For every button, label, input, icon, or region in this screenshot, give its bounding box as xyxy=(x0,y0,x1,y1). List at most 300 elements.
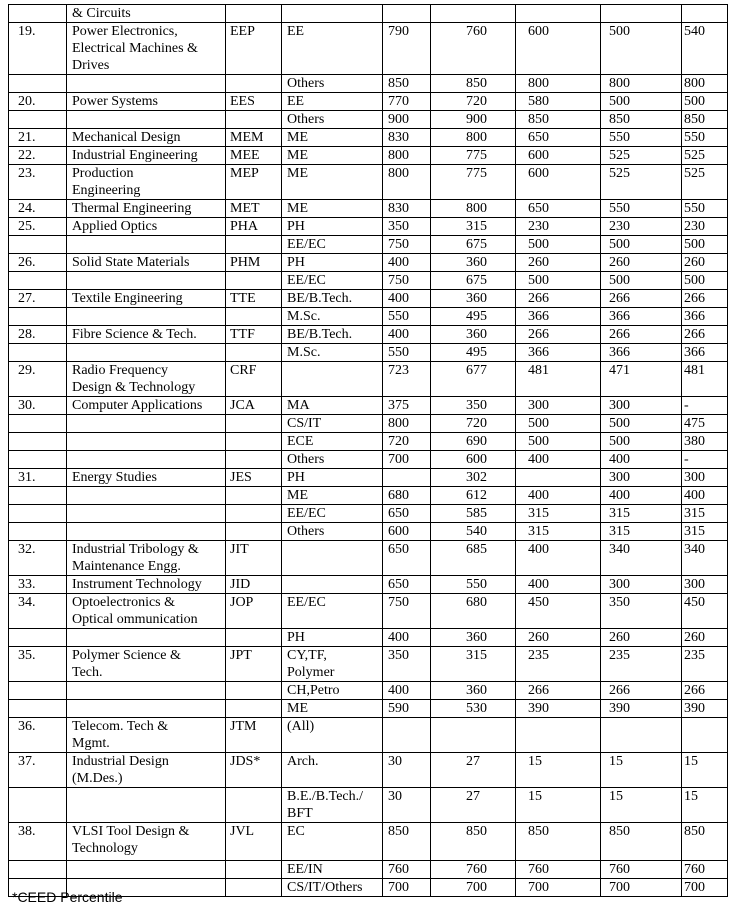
programme-code-cell: MEM xyxy=(226,129,282,147)
score-col-4-cell: 500 xyxy=(601,23,682,75)
table-row xyxy=(9,165,728,200)
programme-name-cell xyxy=(67,111,226,129)
programme-code-cell: JPT xyxy=(226,647,282,682)
programme-code-cell xyxy=(226,75,282,93)
programme-code-cell xyxy=(226,451,282,469)
score-col-1-cell: 30 xyxy=(383,788,431,823)
score-col-1-cell: 650 xyxy=(383,541,431,576)
score-col-3-cell xyxy=(516,718,601,753)
score-col-2-cell: 360 xyxy=(431,326,516,344)
programme-name-cell: Production Engineering xyxy=(67,165,226,200)
score-col-5-cell xyxy=(682,5,728,23)
table-row xyxy=(9,576,728,594)
row-number-cell: 31. xyxy=(9,469,67,487)
programme-name-cell xyxy=(67,75,226,93)
score-col-4-cell: 260 xyxy=(601,629,682,647)
score-col-4-cell: 300 xyxy=(601,576,682,594)
qualification-cell xyxy=(282,5,383,23)
score-col-2-cell: 360 xyxy=(431,254,516,272)
score-col-2-cell: 720 xyxy=(431,415,516,433)
programme-name-cell xyxy=(67,788,226,823)
score-col-4-cell: 315 xyxy=(601,505,682,523)
score-col-3-cell: 266 xyxy=(516,682,601,700)
score-col-4-cell: 760 xyxy=(601,861,682,879)
score-col-5-cell: 300 xyxy=(682,576,728,594)
programme-name-cell: Industrial Tribology & Maintenance Engg. xyxy=(67,541,226,576)
programme-code-cell: JTM xyxy=(226,718,282,753)
score-col-3-cell: 850 xyxy=(516,111,601,129)
table-body xyxy=(9,5,728,897)
score-col-5-cell: 525 xyxy=(682,147,728,165)
score-col-5-cell: - xyxy=(682,451,728,469)
table-row xyxy=(9,326,728,344)
qualification-cell: PH xyxy=(282,469,383,487)
score-col-5-cell: 475 xyxy=(682,415,728,433)
table-row xyxy=(9,433,728,451)
score-col-5-cell: 315 xyxy=(682,523,728,541)
programme-code-cell: JES xyxy=(226,469,282,487)
score-col-3-cell: 260 xyxy=(516,254,601,272)
score-col-4-cell: 390 xyxy=(601,700,682,718)
score-col-3-cell xyxy=(516,5,601,23)
qualification-cell: B.E./B.Tech./ BFT xyxy=(282,788,383,823)
score-col-1-cell: 400 xyxy=(383,682,431,700)
score-col-4-cell: 800 xyxy=(601,75,682,93)
programme-code-cell xyxy=(226,861,282,879)
score-col-5-cell: 500 xyxy=(682,236,728,254)
score-col-4-cell: 500 xyxy=(601,433,682,451)
programme-code-cell xyxy=(226,487,282,505)
table-row xyxy=(9,397,728,415)
score-col-4-cell: 266 xyxy=(601,682,682,700)
score-col-3-cell: 500 xyxy=(516,415,601,433)
score-col-1-cell: 350 xyxy=(383,218,431,236)
programme-code-cell: JVL xyxy=(226,823,282,861)
table-row xyxy=(9,647,728,682)
table-row xyxy=(9,5,728,23)
programme-code-cell: EES xyxy=(226,93,282,111)
score-col-1-cell xyxy=(383,718,431,753)
qualification-cell: Others xyxy=(282,523,383,541)
programme-code-cell xyxy=(226,879,282,897)
score-col-5-cell: 260 xyxy=(682,629,728,647)
qualification-cell: Others xyxy=(282,75,383,93)
score-col-5-cell: 850 xyxy=(682,823,728,861)
score-col-1-cell: 400 xyxy=(383,290,431,308)
row-number-cell xyxy=(9,433,67,451)
qualification-cell: ME xyxy=(282,487,383,505)
score-col-2-cell: 302 xyxy=(431,469,516,487)
score-col-4-cell: 700 xyxy=(601,879,682,897)
qualification-cell: Others xyxy=(282,111,383,129)
table-row xyxy=(9,753,728,788)
table-row xyxy=(9,272,728,290)
score-col-1-cell: 850 xyxy=(383,823,431,861)
score-col-1-cell: 800 xyxy=(383,415,431,433)
programme-name-cell xyxy=(67,433,226,451)
programme-name-cell xyxy=(67,505,226,523)
programme-code-cell: JIT xyxy=(226,541,282,576)
table-row xyxy=(9,147,728,165)
score-col-1-cell: 590 xyxy=(383,700,431,718)
score-col-3-cell: 315 xyxy=(516,505,601,523)
score-col-3-cell: 481 xyxy=(516,362,601,397)
score-col-4-cell: 471 xyxy=(601,362,682,397)
score-col-4-cell: 15 xyxy=(601,788,682,823)
score-col-1-cell: 750 xyxy=(383,594,431,629)
score-col-2-cell: 675 xyxy=(431,272,516,290)
qualification-cell: PH xyxy=(282,254,383,272)
qualification-cell: ME xyxy=(282,200,383,218)
score-col-5-cell: 525 xyxy=(682,165,728,200)
qualification-cell: ME xyxy=(282,700,383,718)
table-row xyxy=(9,23,728,75)
score-col-1-cell: 650 xyxy=(383,576,431,594)
qualification-cell: EE/EC xyxy=(282,236,383,254)
score-col-3-cell: 450 xyxy=(516,594,601,629)
programme-code-cell: PHM xyxy=(226,254,282,272)
programme-code-cell xyxy=(226,505,282,523)
score-col-5-cell: - xyxy=(682,397,728,415)
programme-code-cell: PHA xyxy=(226,218,282,236)
score-col-1-cell: 30 xyxy=(383,753,431,788)
score-col-3-cell: 600 xyxy=(516,23,601,75)
score-col-2-cell: 760 xyxy=(431,23,516,75)
qualification-cell: EC xyxy=(282,823,383,861)
programme-name-cell xyxy=(67,344,226,362)
table-row xyxy=(9,415,728,433)
programme-name-cell: Industrial Design (M.Des.) xyxy=(67,753,226,788)
score-col-1-cell: 700 xyxy=(383,879,431,897)
qualification-cell: ME xyxy=(282,165,383,200)
row-number-cell xyxy=(9,272,67,290)
programme-code-cell: MET xyxy=(226,200,282,218)
score-col-4-cell xyxy=(601,5,682,23)
score-col-2-cell: 850 xyxy=(431,75,516,93)
score-col-2-cell: 360 xyxy=(431,682,516,700)
programme-name-cell xyxy=(67,236,226,254)
score-col-5-cell: 340 xyxy=(682,541,728,576)
qualification-cell: EE xyxy=(282,23,383,75)
score-col-1-cell: 750 xyxy=(383,272,431,290)
programme-code-cell: MEE xyxy=(226,147,282,165)
score-col-4-cell xyxy=(601,718,682,753)
score-col-1-cell: 350 xyxy=(383,647,431,682)
score-col-2-cell: 540 xyxy=(431,523,516,541)
score-col-1-cell: 850 xyxy=(383,75,431,93)
score-col-5-cell: 500 xyxy=(682,93,728,111)
score-col-3-cell: 230 xyxy=(516,218,601,236)
score-col-5-cell: 700 xyxy=(682,879,728,897)
programme-name-cell: Power Systems xyxy=(67,93,226,111)
row-number-cell xyxy=(9,451,67,469)
row-number-cell: 30. xyxy=(9,397,67,415)
score-col-3-cell xyxy=(516,469,601,487)
programme-code-cell: TTF xyxy=(226,326,282,344)
score-col-4-cell: 366 xyxy=(601,308,682,326)
programme-name-cell: VLSI Tool Design & Technology xyxy=(67,823,226,861)
score-col-2-cell: 495 xyxy=(431,308,516,326)
programme-name-cell: Energy Studies xyxy=(67,469,226,487)
score-col-3-cell: 315 xyxy=(516,523,601,541)
score-col-2-cell: 690 xyxy=(431,433,516,451)
row-number-cell: 32. xyxy=(9,541,67,576)
score-col-3-cell: 400 xyxy=(516,487,601,505)
table-row xyxy=(9,236,728,254)
programme-code-cell: TTE xyxy=(226,290,282,308)
programme-code-cell xyxy=(226,415,282,433)
score-col-5-cell: 540 xyxy=(682,23,728,75)
table-row xyxy=(9,469,728,487)
programme-code-cell: JCA xyxy=(226,397,282,415)
score-col-3-cell: 500 xyxy=(516,272,601,290)
score-col-4-cell: 400 xyxy=(601,487,682,505)
programme-name-cell: Telecom. Tech & Mgmt. xyxy=(67,718,226,753)
score-col-2-cell: 720 xyxy=(431,93,516,111)
score-col-4-cell: 500 xyxy=(601,93,682,111)
table-row xyxy=(9,523,728,541)
score-col-2-cell: 600 xyxy=(431,451,516,469)
row-number-cell: 21. xyxy=(9,129,67,147)
score-col-1-cell: 790 xyxy=(383,23,431,75)
row-number-cell xyxy=(9,111,67,129)
score-col-3-cell: 390 xyxy=(516,700,601,718)
score-col-5-cell: 550 xyxy=(682,129,728,147)
row-number-cell xyxy=(9,75,67,93)
table-row xyxy=(9,344,728,362)
qualification-cell: Others xyxy=(282,451,383,469)
score-col-2-cell: 27 xyxy=(431,753,516,788)
score-col-4-cell: 340 xyxy=(601,541,682,576)
score-col-1-cell: 550 xyxy=(383,344,431,362)
score-col-5-cell: 760 xyxy=(682,861,728,879)
score-col-2-cell: 350 xyxy=(431,397,516,415)
score-col-4-cell: 15 xyxy=(601,753,682,788)
programme-name-cell xyxy=(67,415,226,433)
programme-name-cell: Polymer Science & Tech. xyxy=(67,647,226,682)
programme-name-cell: Applied Optics xyxy=(67,218,226,236)
score-col-5-cell: 235 xyxy=(682,647,728,682)
score-col-1-cell: 900 xyxy=(383,111,431,129)
programme-code-cell: JDS* xyxy=(226,753,282,788)
programme-name-cell: & Circuits xyxy=(67,5,226,23)
table-row xyxy=(9,200,728,218)
score-col-4-cell: 525 xyxy=(601,147,682,165)
score-col-2-cell: 775 xyxy=(431,165,516,200)
score-col-2-cell: 685 xyxy=(431,541,516,576)
programme-code-cell: EEP xyxy=(226,23,282,75)
score-col-4-cell: 315 xyxy=(601,523,682,541)
programme-code-cell: JID xyxy=(226,576,282,594)
table-row xyxy=(9,682,728,700)
row-number-cell xyxy=(9,700,67,718)
table-row xyxy=(9,451,728,469)
row-number-cell xyxy=(9,308,67,326)
table-row xyxy=(9,111,728,129)
programme-name-cell: Radio Frequency Design & Technology xyxy=(67,362,226,397)
score-col-2-cell: 677 xyxy=(431,362,516,397)
row-number-cell: 38. xyxy=(9,823,67,861)
qualification-cell: PH xyxy=(282,629,383,647)
score-col-3-cell: 400 xyxy=(516,451,601,469)
row-number-cell xyxy=(9,415,67,433)
row-number-cell xyxy=(9,788,67,823)
programme-name-cell: Mechanical Design xyxy=(67,129,226,147)
score-col-2-cell: 900 xyxy=(431,111,516,129)
score-col-2-cell: 495 xyxy=(431,344,516,362)
score-col-4-cell: 525 xyxy=(601,165,682,200)
score-col-5-cell: 230 xyxy=(682,218,728,236)
score-col-1-cell: 830 xyxy=(383,200,431,218)
score-col-1-cell xyxy=(383,469,431,487)
row-number-cell: 24. xyxy=(9,200,67,218)
score-col-4-cell: 235 xyxy=(601,647,682,682)
qualification-cell: EE/IN xyxy=(282,861,383,879)
score-col-1-cell: 830 xyxy=(383,129,431,147)
score-col-3-cell: 760 xyxy=(516,861,601,879)
row-number-cell: 35. xyxy=(9,647,67,682)
score-col-1-cell: 400 xyxy=(383,254,431,272)
programme-code-cell xyxy=(226,111,282,129)
score-col-1-cell: 550 xyxy=(383,308,431,326)
score-col-1-cell: 800 xyxy=(383,147,431,165)
score-col-3-cell: 366 xyxy=(516,308,601,326)
score-col-3-cell: 500 xyxy=(516,433,601,451)
score-col-5-cell: 850 xyxy=(682,111,728,129)
score-col-1-cell: 723 xyxy=(383,362,431,397)
table-row xyxy=(9,541,728,576)
table-row xyxy=(9,487,728,505)
row-number-cell xyxy=(9,344,67,362)
programme-code-cell xyxy=(226,700,282,718)
score-col-1-cell: 750 xyxy=(383,236,431,254)
score-col-3-cell: 700 xyxy=(516,879,601,897)
score-col-1-cell: 650 xyxy=(383,505,431,523)
qualification-cell: M.Sc. xyxy=(282,308,383,326)
qualification-cell: ECE xyxy=(282,433,383,451)
score-col-2-cell: 27 xyxy=(431,788,516,823)
score-col-4-cell: 230 xyxy=(601,218,682,236)
score-col-4-cell: 550 xyxy=(601,129,682,147)
qualification-cell: PH xyxy=(282,218,383,236)
programme-code-cell xyxy=(226,433,282,451)
qualification-cell: EE/EC xyxy=(282,594,383,629)
table-row xyxy=(9,308,728,326)
qualification-cell: EE xyxy=(282,93,383,111)
programme-code-cell xyxy=(226,344,282,362)
score-col-3-cell: 400 xyxy=(516,576,601,594)
score-col-5-cell: 266 xyxy=(682,290,728,308)
score-col-3-cell: 580 xyxy=(516,93,601,111)
programme-code-cell: MEP xyxy=(226,165,282,200)
score-col-4-cell: 366 xyxy=(601,344,682,362)
programme-name-cell: Solid State Materials xyxy=(67,254,226,272)
score-col-1-cell: 400 xyxy=(383,326,431,344)
programme-code-cell xyxy=(226,308,282,326)
table-row xyxy=(9,129,728,147)
footnote: *CEED Percentile xyxy=(12,889,123,905)
score-col-1-cell: 700 xyxy=(383,451,431,469)
programme-name-cell xyxy=(67,451,226,469)
row-number-cell xyxy=(9,861,67,879)
score-col-3-cell: 650 xyxy=(516,200,601,218)
row-number-cell: 26. xyxy=(9,254,67,272)
programme-name-cell xyxy=(67,523,226,541)
score-col-4-cell: 400 xyxy=(601,451,682,469)
qualification-cell: BE/B.Tech. xyxy=(282,290,383,308)
score-col-3-cell: 266 xyxy=(516,326,601,344)
qualification-cell xyxy=(282,576,383,594)
score-col-4-cell: 550 xyxy=(601,200,682,218)
score-col-3-cell: 400 xyxy=(516,541,601,576)
row-number-cell: 19. xyxy=(9,23,67,75)
score-col-1-cell: 680 xyxy=(383,487,431,505)
row-number-cell xyxy=(9,505,67,523)
score-col-2-cell: 800 xyxy=(431,200,516,218)
programme-code-cell xyxy=(226,788,282,823)
score-col-4-cell: 350 xyxy=(601,594,682,629)
score-col-4-cell: 850 xyxy=(601,111,682,129)
score-col-4-cell: 266 xyxy=(601,290,682,308)
score-col-5-cell: 400 xyxy=(682,487,728,505)
table-row xyxy=(9,290,728,308)
score-col-5-cell: 450 xyxy=(682,594,728,629)
score-col-5-cell: 260 xyxy=(682,254,728,272)
score-col-5-cell: 550 xyxy=(682,200,728,218)
score-col-2-cell: 675 xyxy=(431,236,516,254)
row-number-cell: 27. xyxy=(9,290,67,308)
row-number-cell: 37. xyxy=(9,753,67,788)
programme-name-cell xyxy=(67,487,226,505)
score-col-5-cell xyxy=(682,718,728,753)
score-col-4-cell: 500 xyxy=(601,415,682,433)
row-number-cell: 20. xyxy=(9,93,67,111)
score-col-2-cell: 612 xyxy=(431,487,516,505)
programme-code-cell xyxy=(226,523,282,541)
programme-code-cell xyxy=(226,629,282,647)
score-col-5-cell: 380 xyxy=(682,433,728,451)
score-col-5-cell: 315 xyxy=(682,505,728,523)
programme-code-cell: CRF xyxy=(226,362,282,397)
table-row xyxy=(9,218,728,236)
table-row xyxy=(9,823,728,861)
score-col-3-cell: 800 xyxy=(516,75,601,93)
row-number-cell: 36. xyxy=(9,718,67,753)
qualification-cell: ME xyxy=(282,147,383,165)
programme-name-cell: Instrument Technology xyxy=(67,576,226,594)
score-col-5-cell: 266 xyxy=(682,326,728,344)
score-col-5-cell: 366 xyxy=(682,308,728,326)
programme-name-cell: Power Electronics, Electrical Machines & Drives xyxy=(67,23,226,75)
table-row xyxy=(9,629,728,647)
table-row xyxy=(9,861,728,879)
table-row xyxy=(9,718,728,753)
qualification-cell: BE/B.Tech. xyxy=(282,326,383,344)
table-row xyxy=(9,75,728,93)
row-number-cell xyxy=(9,5,67,23)
score-col-5-cell: 500 xyxy=(682,272,728,290)
score-col-3-cell: 600 xyxy=(516,147,601,165)
table-row xyxy=(9,362,728,397)
score-col-2-cell: 315 xyxy=(431,218,516,236)
score-col-3-cell: 260 xyxy=(516,629,601,647)
score-col-4-cell: 266 xyxy=(601,326,682,344)
row-number-cell: 28. xyxy=(9,326,67,344)
score-col-5-cell: 800 xyxy=(682,75,728,93)
cutoff-table xyxy=(8,4,728,897)
programme-name-cell: Industrial Engineering xyxy=(67,147,226,165)
score-col-3-cell: 15 xyxy=(516,753,601,788)
